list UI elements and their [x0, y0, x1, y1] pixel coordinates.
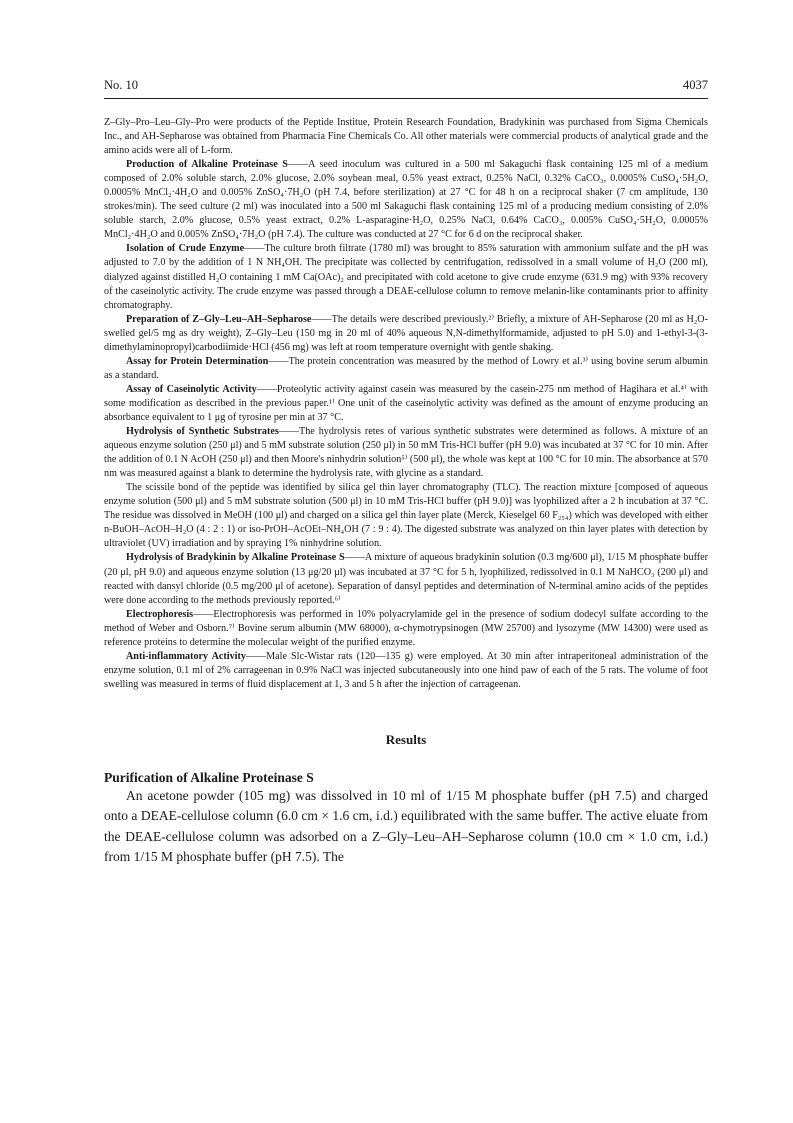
purification-subheading: Purification of Alkaline Proteinase S [104, 769, 314, 785]
issue-number: No. 10 [104, 78, 139, 92]
paragraph-text: ——The protein concentration was measured by the method of Lowry et al.³⁾ using bovine serum albumin as a standard. [104, 355, 708, 381]
paragraph-isolation [104, 242, 708, 312]
paragraph-protein-assay [104, 355, 708, 383]
paragraph-electrophoresis [104, 608, 708, 650]
paragraph-text: Z–Gly–Pro–Leu–Gly–Pro were products of the Peptide Institue, Protein Research Foundation, Bradykinin was purchased from Sigma Chemicals Inc., and AH-Sepharose was obtained from Pharmacia Fine Chemicals Co. All other materials were commercial products of analytical grade and the amino acids were all of L-form. [104, 117, 708, 157]
paragraph-text: ——Electrophoresis was performed in 10% polyacrylamide gel in the presence of sodium dodecyl sulfate according to the method of Weber and Osborn.⁷⁾ Bovine serum albumin (MW 68000), α-chymotrypsinogen (MW 25700) and lysozyme (MW 14300) were used as reference proteins to determine the molecular weight of the purified enzyme. [104, 608, 708, 648]
section-heading: Isolation of Crude Enzyme [126, 243, 245, 255]
results-heading: Results [385, 731, 427, 747]
paragraph-text: ——The details were described previously.²⁾ Briefly, a mixture of AH-Sepharose (20 ml as H₂O-swelled gel/5 mg as dry weight), Z–Gly–Leu (150 mg in 20 ml of 40% aqueous N,N-dimethylformamide, adjusted to pH 5.0) and 1-ethyl-3-(3-dimethylaminopropyl)carbodiimide·HCl (456 mg) was left at room temperature overnight with gentle shaking. [104, 313, 708, 353]
paragraph-text: ——The hydrolysis retes of various synthetic substrates were determined as follows. A mixture of an aqueous enzyme solution (250 μl) and 5 mM substrate solution (250 μl) in 50 mM Tris-HCl buffer (pH 9.0) was incubated at 37 °C for 10 min. After the addition of 0.1 N AcOH (250 μl) and then Moore's ninhydrin solution⁵⁾ (500 μl), the whole was kept at 100 °C for 10 min. The absorbance at 570 nm was measured against a blank to determine the hydrolysis rate, with glycine as a standard. [104, 426, 708, 480]
paragraph-anti-inflammatory [104, 650, 708, 692]
page-number: 4037 [683, 78, 708, 92]
section-heading: Production of Alkaline Proteinase S [126, 159, 288, 171]
section-heading: Electrophoresis [126, 608, 194, 620]
paragraph-text: The scissile bond of the peptide was identified by silica gel thin layer chromatography (TLC). The reaction mixture [composed of aqueous enzyme solution (500 μl) and 5 mM substrate solution (500 μl) in 10 mM Tris-HCl buffer (pH 9.0)] was lyophilized after a 2 h incubation at 37 °C. The residue was dissolved in MeOH (100 μl) and charged on a silica gel thin layer plate (Merck, Kieselgel 60 F₂₅₄) which was developed with either n-BuOH–AcOH–H₂O (4 : 2 : 1) or iso-PrOH–AcOEt–NH₄OH (7 : 9 : 4). The digested substrate was analyzed on thin layer plates with detection by ultraviolet (UV) irradiation and by spraying 1% ninhydrine solution. [104, 482, 708, 550]
paragraph-text: ——A seed inoculum was cultured in a 500 ml Sakaguchi flask containing 125 ml of a medium composed of 2.0% soluble starch, 2.0% glucose, 2.0% soybean meal, 0.5% yeast extract, 0.25% NaCl, 0.32% CaCO₃, 0.0005% CuSO₄·5H₂O, 0.0005% MnCl₂·4H₂O and 0.005% ZnSO₄·7H₂O (pH 7.4, before sterilization) at 27 °C for 48 h on a reciprocal shaker (7 cm amplitude, 130 strokes/min). The seed culture (2 ml) was inoculated into a 500 ml Sakaguchi flask containing 125 ml of a producing medium consisting of 2.0% soluble starch, 2.0% glucose, 0.5% yeast extract, 0.2% L-asparagine·H₂O, 0.25% NaCl, 0.64% CaCO₃, 0.005% CuSO₄·5H₂O, 0.0005% MnCl₂·4H₂O and 0.005% ZnSO₄·7H₂O (pH 7.4). The culture was conducted at 27 °C for 6 d on the reciprocal shaker. [104, 159, 708, 241]
section-heading: Anti-inflammatory Activity [126, 650, 246, 662]
paragraph-hydrolysis-synthetic [104, 425, 708, 481]
paragraph-text: ——A mixture of aqueous bradykinin solution (0.3 mg/600 μl), 1/15 M phosphate buffer (20 μl, pH 9.0) and aqueous enzyme solution (13 μg/20 μl) was incubated at 37 °C for 5 h, lyophilized, redissolved in 0.1 M NaHCO₃ (200 μl) and reacted with dansyl chloride (0.5 mg/200 μl of acetone). Separation of dansyl peptides and determination of N-terminal amino acids of the peptides were done according to the methods previously reported.⁶⁾ [104, 552, 708, 606]
header-rule [104, 98, 708, 99]
section-heading: Hydrolysis of Bradykinin by Alkaline Proteinase S [126, 552, 345, 564]
paragraph-caseinolytic [104, 383, 708, 425]
paragraph-materials [104, 116, 708, 158]
paragraph-text: ——Male Slc-Wistar rats (120—135 g) were employed. At 30 min after intraperitoneal administration of the enzyme solution, 0.1 ml of 2% carrageenan in 0.9% NaCl was injected subcutaneously into one hind paw of each of the 5 rats. The volume of foot swelling was measured in terms of fluid displacement at 1, 3 and 5 h after the injection of carrageenan. [104, 650, 708, 690]
page [104, 78, 708, 868]
paragraph-production [104, 158, 708, 242]
paragraph-text: ——Proteolytic activity against casein was measured by the casein-275 nm method of Hagihara et al.⁴⁾ with some modification as described in the previous paper.¹⁾ One unit of the caseinolytic activity was defined as the amount of enzyme producing an absorbance equivalent to 1 μg of tyrosine per min at 37 °C. [104, 383, 708, 423]
paragraph-text: ——The culture broth filtrate (1780 ml) was brought to 85% saturation with ammonium sulfate and the pH was adjusted to 7.0 by the addition of 1 N NH₄OH. The precipitate was collected by centrifugation, redissolved in a small volume of H₂O (200 ml), dialyzed against distilled H₂O containing 1 mM Ca(OAc)₂ and precipitated with cold acetone to give crude enzyme (631.9 mg) with 93% recovery of the caseinolytic activity. The crude enzyme was passed through a DEAE-cellulose column to remove melanin-like contaminants prior to affinity chromatography. [104, 243, 709, 311]
section-heading: Assay for Protein Determination [126, 355, 269, 367]
paragraph-preparation [104, 313, 708, 355]
section-heading: Assay of Caseinolytic Activity [126, 383, 257, 395]
section-heading: Preparation of Z–Gly–Leu–AH–Sepharose [126, 313, 312, 325]
paragraph-scissile [104, 481, 708, 551]
paragraph-bradykinin [104, 551, 708, 607]
section-heading: Hydrolysis of Synthetic Substrates [126, 426, 279, 438]
results-paragraph: An acetone powder (105 mg) was dissolved in 10 ml of 1/15 M phosphate buffer (pH 7.5) and charged onto a DEAE-cellulose column (6.0 cm × 1.6 cm, i.d.) equilibrated with the same buffer. The active eluate from the DEAE-cellulose column was adsorbed on a Z–Gly–Leu–AH–Sepharose column (10.0 cm × 1.0 cm, i.d.) from 1/15 M phosphate buffer (pH 7.5). The [104, 787, 708, 865]
methods-section [104, 116, 708, 692]
running-header [104, 78, 708, 96]
